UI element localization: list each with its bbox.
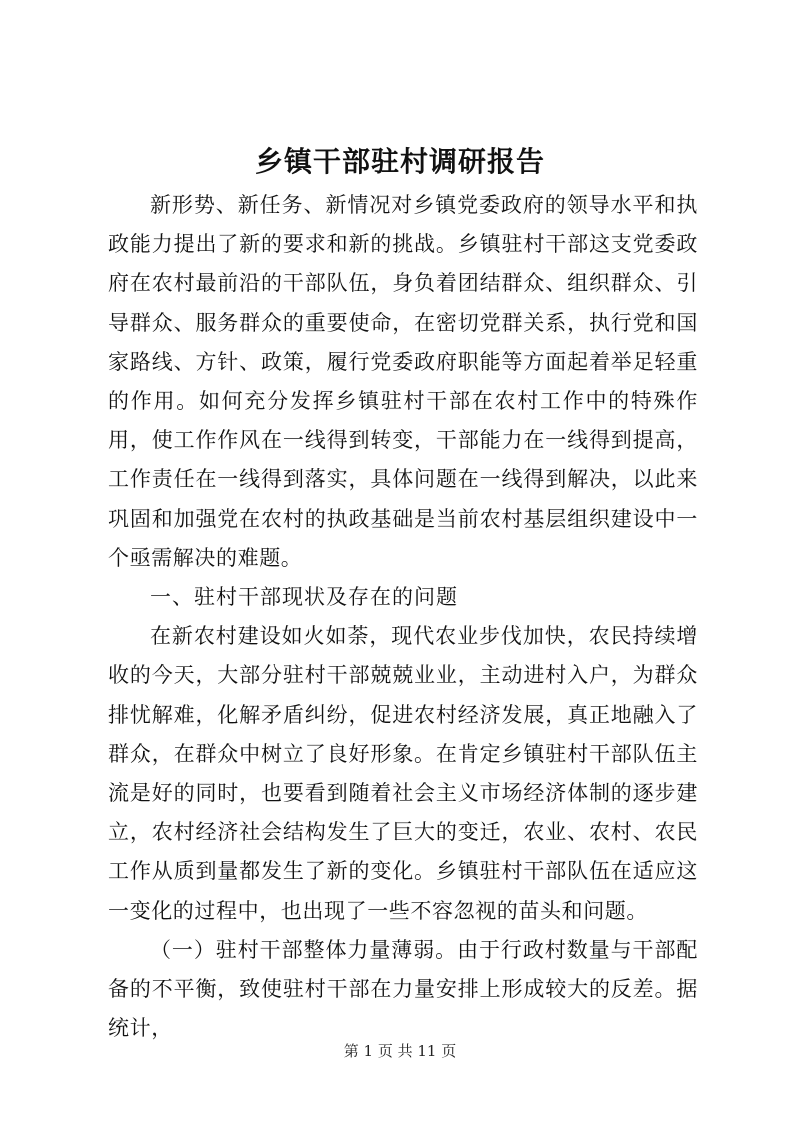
subsection-1: （一）驻村干部整体力量薄弱。由于行政村数量与干部配备的不平衡，致使驻村干部在力量安排上形成较大的反差。据统计， — [108, 937, 698, 1041]
section-heading-1: 一、驻村干部现状及存在的问题 — [150, 585, 458, 610]
page-footer: 第 1 页 共 11 页 — [343, 1042, 457, 1060]
paragraph-status: 在新农村建设如火如荼，现代农业步伐加快，农民持续增收的今天，大部分驻村干部兢兢业业，主动进村入户，为群众排忧解难，化解矛盾纠纷，促进农村经济发展，真正地融入了群众，在群众中树立了良好形象。在肯定乡镇驻村干部队伍主流是好的同时，也要看到随着社会主义市场经济体制的逐步建立，农村经济社会结构发生了巨大的变迁，农业、农村、农民工作从质到量都发生了新的变化。乡镇驻村干部队伍在适应这一变化的过程中，也出现了一些不容忽视的苗头和问题。 — [108, 624, 698, 923]
paragraph-intro: 新形势、新任务、新情况对乡镇党委政府的领导水平和执政能力提出了新的要求和新的挑战。乡镇驻村干部这支党委政府在农村最前沿的干部队伍，身负着团结群众、组织群众、引导群众、服务群众的重要使命，在密切党群关系，执行党和国家路线、方针、政策，履行党委政府职能等方面起着举足轻重的作用。如何充分发挥乡镇驻村干部在农村工作中的特殊作用，使工作作风在一线得到转变，干部能力在一线得到提高，工作责任在一线得到落实，具体问题在一线得到解决，以此来巩固和加强党在农村的执政基础是当前农村基层组织建设中一个亟需解决的难题。 — [108, 193, 698, 570]
document-body — [108, 186, 698, 1048]
document-title: 乡镇干部驻村调研报告 — [254, 145, 545, 178]
